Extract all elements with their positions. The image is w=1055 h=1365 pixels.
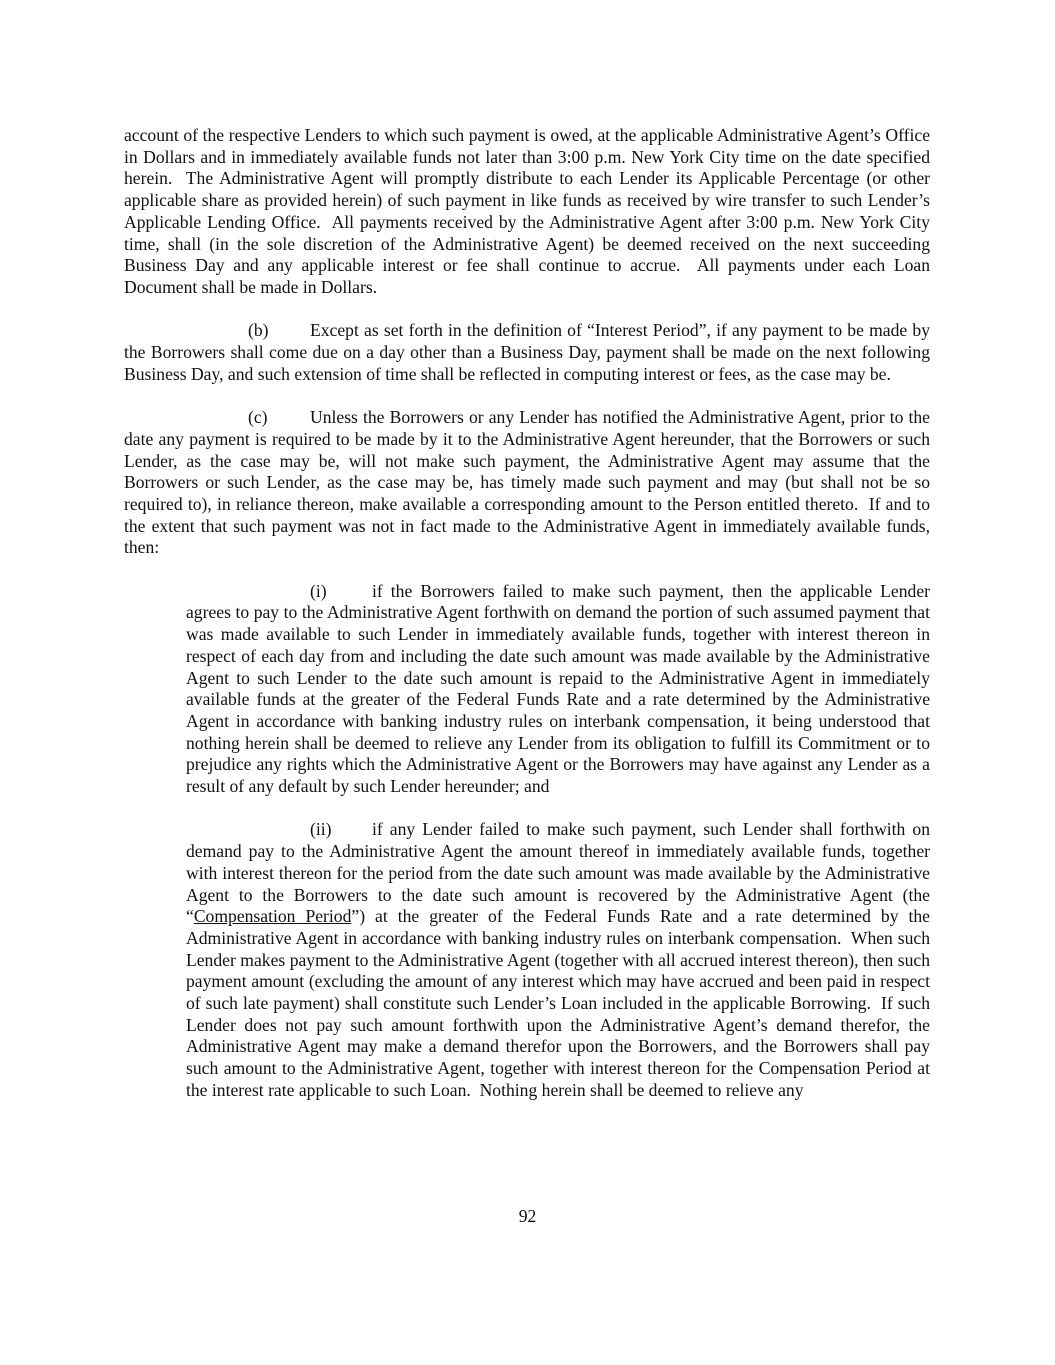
paragraph-c-i-text: if the Borrowers failed to make such payment, then the applicable Lender agrees to pay to the Administrative Agent forthwith on demand the portion of such assumed payment that was made available to such Lender in immediately available funds, together with interest thereon in respect of each day from and including the date such amount was made available by the Administrative Agent to such Lender to the date such amount is repaid to the Administrative Agent in immediately available funds at the greater of the Federal Funds Rate and a rate determined by the Administrative Agent in accordance with banking industry rules on interbank compensation, it being understood that nothing herein shall be deemed to relieve any Lender from its obligation to fulfill its Commitment or to prejudice any rights which the Administrative Agent or the Borrowers may have against any Lender as a result of any default by such Lender hereunder; and xyxy=(186,580,930,797)
defined-term-compensation-period: Compensation Period xyxy=(193,906,352,927)
paragraph-b xyxy=(124,320,930,385)
paragraph-gap xyxy=(124,798,930,820)
document-page xyxy=(124,125,930,1102)
paragraph-c-ii-text-before: if any Lender failed to make such payment, such Lender shall forthwith on demand pay to the Administrative Agent the amount thereof in immediately available funds, together with interest thereon for the period from the date such amount was made available by the Administrative Agent to the Borrowers to the date such amount is recovered by the Administrative Agent (the “ xyxy=(186,819,930,927)
paragraph-gap xyxy=(124,385,930,407)
paragraph-c-i-marker: (i) xyxy=(310,580,327,601)
page-number: 92 xyxy=(518,1206,537,1226)
paragraph-a-continuation: account of the respective Lenders to which such payment is owed, at the applicable Administrative Agent’s Office in Dollars and in immediately available funds not later than 3:00 p.m. New York City time on the date specified herein. The Administrative Agent will promptly distribute to each Lender its Applicable Percentage (or other applicable share as provided herein) of such payment in like funds as received by wire transfer to such Lender’s Applicable Lending Office. All payments received by the Administrative Agent after 3:00 p.m. New York City time, shall (in the sole discretion of the Administrative Agent) be deemed received on the next succeeding Business Day and any applicable interest or fee shall continue to accrue. All payments under each Loan Document shall be made in Dollars. xyxy=(124,125,930,297)
paragraph-c-ii-marker: (ii) xyxy=(310,819,332,840)
paragraph-c-marker: (c) xyxy=(248,407,268,428)
paragraph-c-text: Unless the Borrowers or any Lender has notified the Administrative Agent, prior to the date any payment is required to be made by it to the Administrative Agent hereunder, that the Borrowers or such Lender, as the case may be, will not make such payment, the Administrative Agent may assume that the Borrowers or such Lender, as the case may be, has timely made such payment and may (but shall not be so required to), in reliance thereon, make available a corresponding amount to the Person entitled thereto. If and to the extent that such payment was not in fact made to the Administrative Agent in immediately available funds, then: xyxy=(124,407,930,558)
paragraph-b-text: Except as set forth in the definition of “Interest Period”, if any payment to be made by the Borrowers shall come due on a day other than a Business Day, payment shall be made on the next following Business Day, and such extension of time shall be reflected in computing interest or fees, as the case may be. xyxy=(124,320,930,384)
paragraph-c-ii-text-after: ”) at the greater of the Federal Funds Rate and a rate determined by the Administrative Agent in accordance with banking industry rules on interbank compensation. When such Lender makes payment to the Administrative Agent (together with all accrued interest thereon), then such payment amount (excluding the amount of any interest which may have accrued and been paid in respect of such late payment) shall constitute such Lender’s Loan included in the applicable Borrowing. If such Lender does not pay such amount forthwith upon the Administrative Agent’s demand therefor, the Administrative Agent may make a demand therefor upon the Borrowers, and the Borrowers shall pay such amount to the Administrative Agent, together with interest thereon for the Compensation Period at the interest rate applicable to such Loan. Nothing herein shall be deemed to relieve any xyxy=(186,906,930,1100)
paragraph-b-marker: (b) xyxy=(248,320,269,341)
paragraph-c-i xyxy=(186,581,930,798)
paragraph-gap xyxy=(124,299,930,321)
paragraph-c xyxy=(124,407,930,559)
paragraph-c-ii xyxy=(186,819,930,1101)
paragraph-gap xyxy=(124,559,930,581)
